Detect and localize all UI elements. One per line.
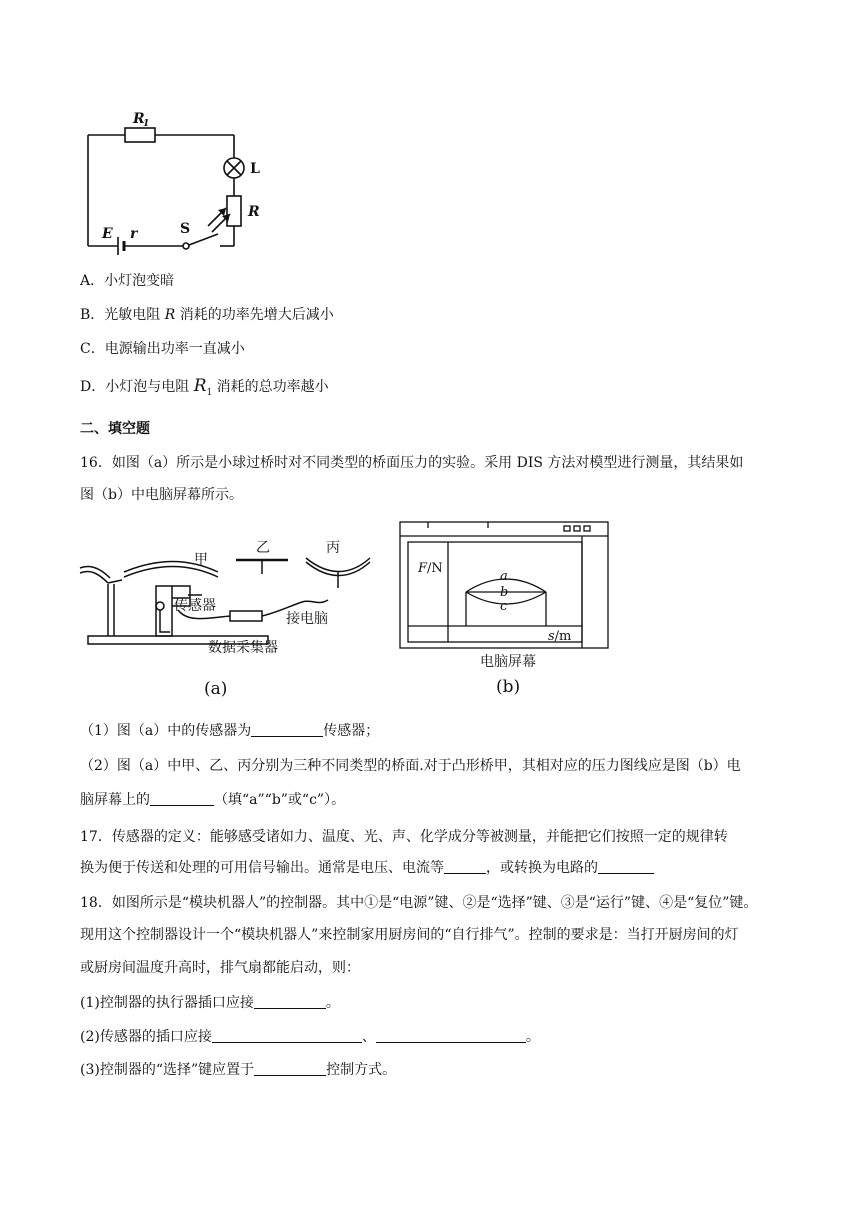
- label-internal-r: r: [130, 226, 138, 242]
- q18-line1: 18．如图所示是“模块机器人”的控制器。其中①是“电源”键、②是“选择”键、③是“运行”键、④是“复位”键。: [80, 895, 758, 911]
- label-r1-sub: 1: [143, 119, 150, 129]
- label-computer: 接电脑: [286, 611, 328, 627]
- label-switch: S: [180, 221, 191, 237]
- q18-line2: 现用这个控制器设计一个“模块机器人”来控制家用厨房间的“自行排气”。控制的要求是：当打开厨房间的灯: [80, 927, 739, 943]
- figure-a-apparatus: [78, 528, 378, 703]
- q16-sub1: （1）图（a）中的传感器为 传感器；: [80, 723, 380, 739]
- curve-a-label: a: [500, 569, 508, 584]
- answer-blank[interactable]: [251, 722, 323, 737]
- figure-b-screen: [398, 520, 613, 702]
- label-jia: 甲: [194, 552, 208, 568]
- q16-stem-line2: 图（b）中电脑屏幕所示。: [80, 487, 243, 503]
- option-c: C．电源输出功率一直减小: [80, 341, 245, 357]
- axis-y-label: F/N: [418, 561, 443, 576]
- label-lamp: L: [250, 161, 260, 177]
- caption-b: (b): [496, 677, 521, 697]
- q16-sub2-line1: （2）图（a）中甲、乙、丙分别为三种不同类型的桥面.对于凸形桥甲，其相对应的压力图线应是图（b）电: [80, 758, 741, 774]
- label-emf: E: [102, 226, 113, 242]
- option-b: B．光敏电阻 R 消耗的功率先增大后减小: [80, 307, 334, 323]
- q17-line2: 换为便于传送和处理的可用信号输出。通常是电压、电流等 ，或转换为电路的: [80, 857, 654, 877]
- answer-blank[interactable]: [598, 859, 654, 874]
- section-title: 二、填空题: [80, 421, 150, 437]
- label-r1: R: [133, 111, 145, 127]
- answer-blank[interactable]: [212, 1028, 362, 1043]
- answer-blank[interactable]: [376, 1028, 526, 1043]
- q18-sub3: (3)控制器的“选择”键应置于 控制方式。: [80, 1062, 397, 1078]
- answer-blank[interactable]: [254, 994, 326, 1009]
- answer-blank[interactable]: [444, 859, 486, 874]
- q16-stem-line1: 16．如图（a）所示是小球过桥时对不同类型的桥面压力的实验。采用 DIS 方法对模型进行测量，其结果如: [80, 455, 744, 471]
- label-ldr: R: [248, 204, 260, 220]
- caption-a: (a): [204, 679, 228, 699]
- curve-c-label: c: [500, 599, 508, 614]
- circuit-diagram: [80, 108, 280, 258]
- q16-sub2-line2: 脑屏幕上的 （填“a”“b”或“c”）。: [80, 792, 346, 808]
- label-sensor: 传感器: [174, 598, 216, 614]
- option-a: A．小灯泡变暗: [80, 273, 175, 289]
- axis-x-label: s/m: [548, 629, 572, 644]
- option-d: D．小灯泡与电阻 $R_1$ 消耗的总功率越小: [80, 376, 329, 398]
- curve-b-label: b: [500, 585, 509, 600]
- answer-blank[interactable]: [150, 791, 214, 806]
- label-yi: 乙: [256, 540, 270, 556]
- label-collector: 数据采集器: [208, 640, 278, 656]
- q18-sub1: (1)控制器的执行器插口应接 。: [80, 995, 340, 1011]
- q18-line3: 或厨房间温度升高时，排气扇都能启动，则：: [80, 960, 360, 976]
- answer-blank[interactable]: [254, 1061, 326, 1076]
- q18-sub2: (2)传感器的插口应接 、 。: [80, 1029, 540, 1045]
- label-bing: 丙: [326, 540, 340, 556]
- label-screen: 电脑屏幕: [480, 654, 536, 670]
- q17-line1: 17．传感器的定义：能够感受诸如力、温度、光、声、化学成分等被测量，并能把它们按照一定的规律转: [80, 829, 728, 845]
